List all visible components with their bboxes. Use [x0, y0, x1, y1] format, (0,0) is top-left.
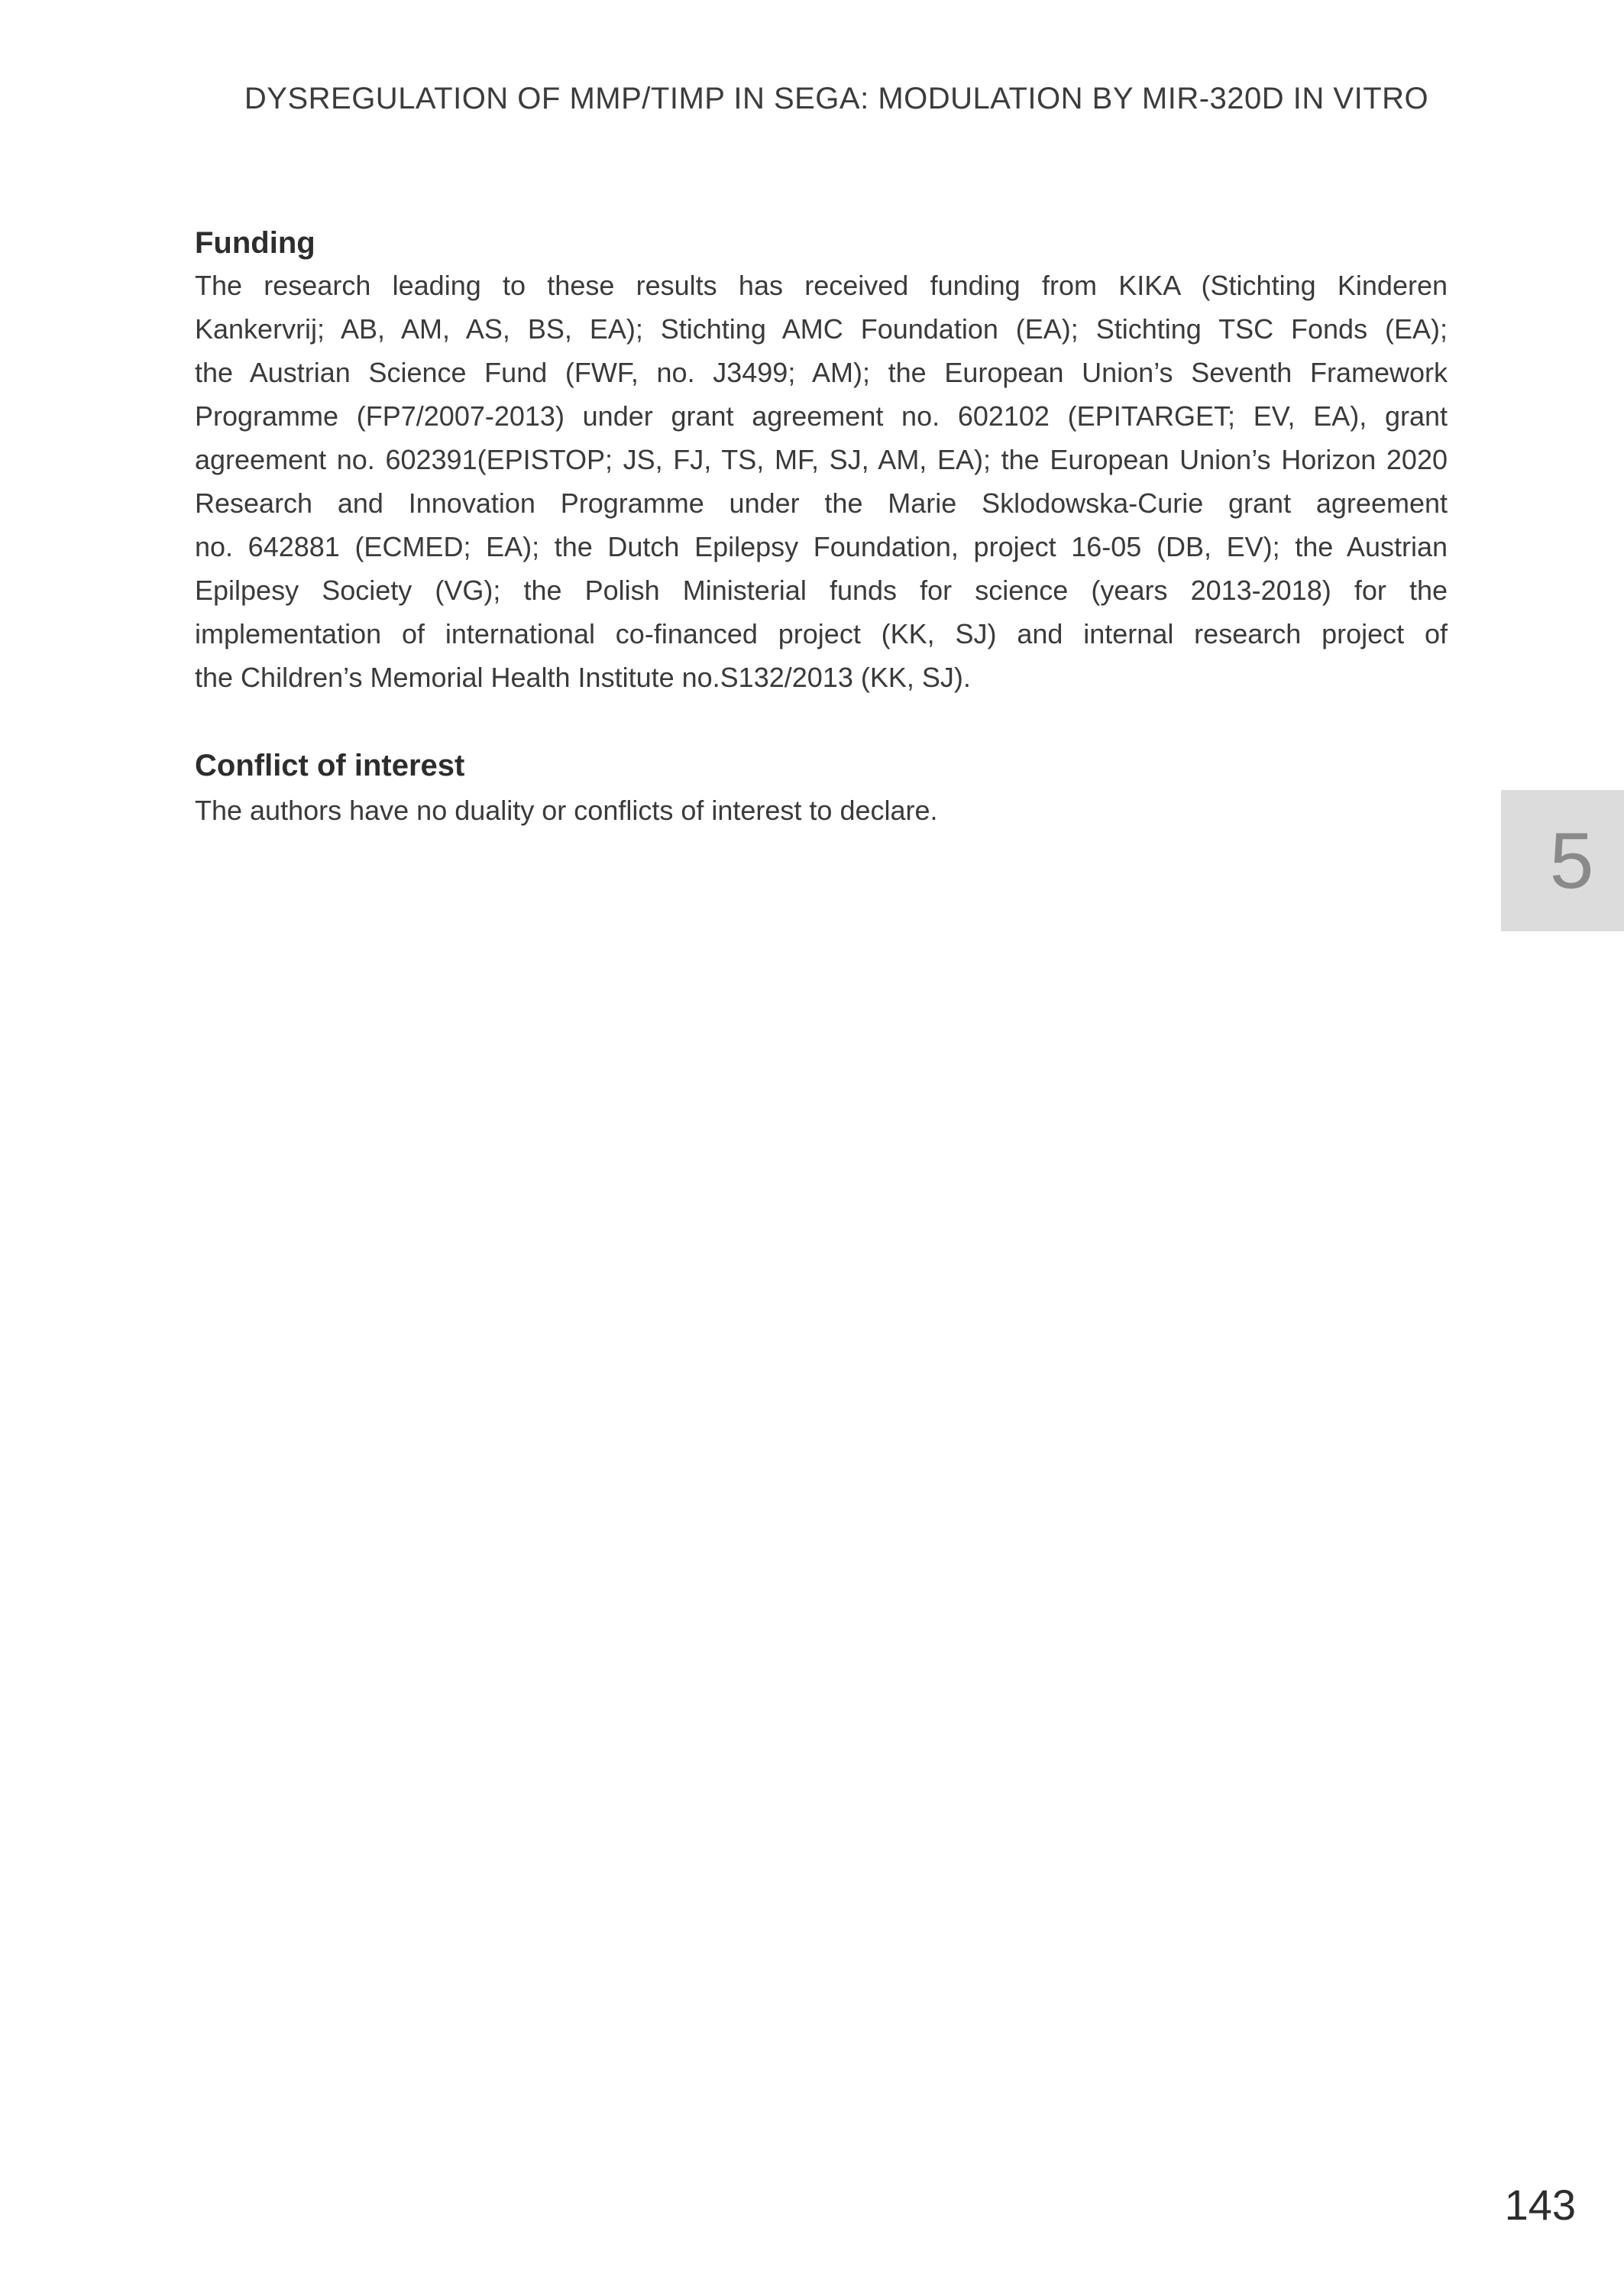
paragraph-line: Research and Innovation Programme under the Marie Sklodowska-Curie grant agreement [195, 487, 1448, 519]
paragraph-line: The authors have no duality or conflicts of interest to declare. [195, 795, 938, 826]
page-number: 143 [1504, 2181, 1576, 2229]
conflict-of-interest-section-heading: Conflict of interest [195, 749, 465, 782]
paragraph-line: The research leading to these results has received funding from KIKA (Stichting Kinderen [195, 270, 1448, 301]
funding-paragraph [195, 264, 1448, 699]
paragraph-line: Epilpesy Society (VG); the Polish Ministerial funds for science (years 2013-2018) for the [195, 575, 1448, 606]
running-header: DYSREGULATION OF MMP/TIMP IN SEGA: MODULATION BY MIR-320D IN VITRO [244, 82, 1429, 115]
paragraph-line: the Austrian Science Fund (FWF, no. J3499; AM); the European Union’s Seventh Framework [195, 357, 1448, 388]
paragraph-line: Programme (FP7/2007-2013) under grant agreement no. 602102 (EPITARGET; EV, EA), grant [195, 400, 1448, 432]
funding-section-heading: Funding [195, 226, 315, 260]
paragraph-line: implementation of international co-financed project (KK, SJ) and internal research project of [195, 618, 1448, 649]
chapter-number: 5 [1549, 816, 1594, 905]
chapter-tab [1501, 790, 1624, 931]
paragraph-line: Kankervrij; AB, AM, AS, BS, EA); Stichting AMC Foundation (EA); Stichting TSC Fonds (EA); [195, 313, 1448, 345]
paragraph-line: no. 642881 (ECMED; EA); the Dutch Epilepsy Foundation, project 16-05 (DB, EV); the Austrian [195, 531, 1448, 562]
paragraph-line: the Children’s Memorial Health Institute no.S132/2013 (KK, SJ). [195, 662, 971, 693]
conflict-of-interest-paragraph [195, 789, 1448, 832]
paragraph-line: agreement no. 602391(EPISTOP; JS, FJ, TS, MF, SJ, AM, EA); the European Union’s Horizon 2020 [195, 444, 1448, 475]
